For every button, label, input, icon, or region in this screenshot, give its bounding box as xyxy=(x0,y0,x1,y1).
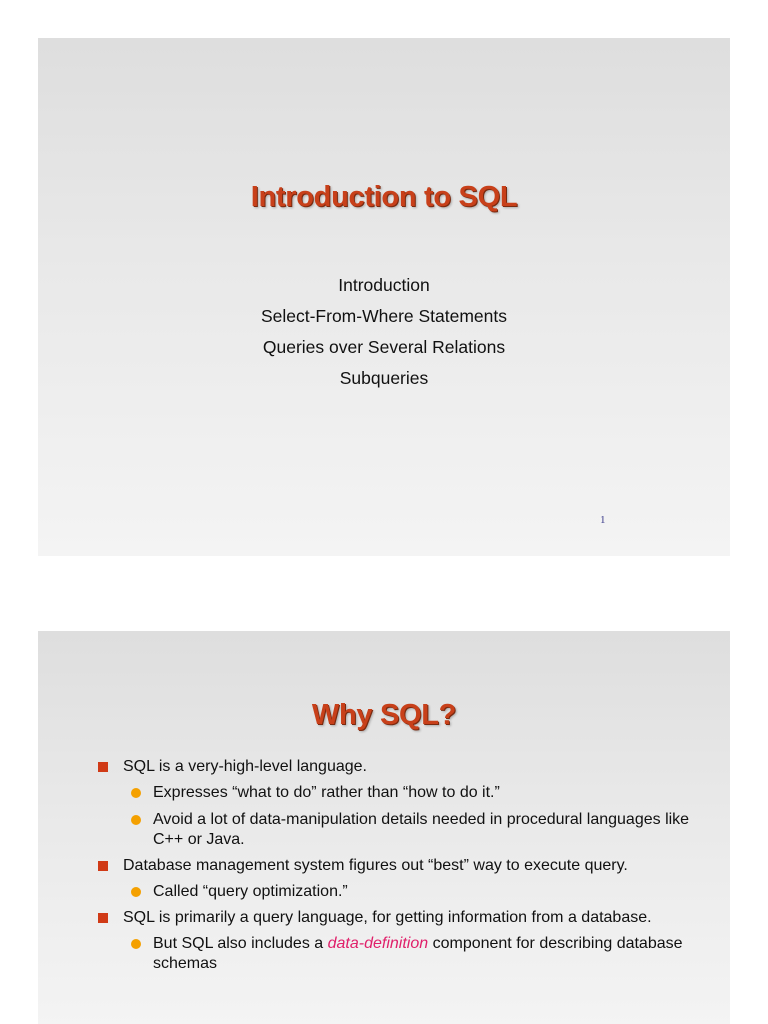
sub-bullet-text: Expresses “what to do” rather than “how to do it.” xyxy=(153,784,500,801)
circle-bullet-icon xyxy=(131,887,141,897)
agenda-item: Queries over Several Relations xyxy=(262,337,506,357)
square-bullet-icon xyxy=(98,861,108,871)
sub-bullet-text-after: component for describing database schemas xyxy=(153,935,683,972)
slide-1 xyxy=(38,38,730,556)
circle-bullet-icon xyxy=(131,939,141,949)
sub-bullet-text xyxy=(153,935,683,972)
sub-bullet-text: Avoid a lot of data-manipulation details needed in procedural languages like C++ or Java. xyxy=(153,811,690,848)
bullet-text: SQL is primarily a query language, for getting information from a database. xyxy=(123,909,652,926)
agenda-list xyxy=(38,270,730,394)
bullet-item xyxy=(96,757,696,850)
sub-bullet-item xyxy=(123,934,696,974)
slide-title: Why SQL? xyxy=(311,699,457,731)
slide-title: Introduction to SQL xyxy=(250,181,518,213)
agenda-item: Subqueries xyxy=(339,368,429,388)
square-bullet-icon xyxy=(98,762,108,772)
emphasized-term: data-definition xyxy=(327,935,429,952)
bullet-text: SQL is a very-high-level language. xyxy=(123,758,367,775)
circle-bullet-icon xyxy=(131,815,141,825)
square-bullet-icon xyxy=(98,913,108,923)
sub-bullet-list xyxy=(123,783,696,850)
sub-bullet-text-before: But SQL also includes a xyxy=(153,935,328,952)
agenda-item: Select-From-Where Statements xyxy=(260,306,508,326)
sub-bullet-item xyxy=(123,882,696,902)
sub-bullet-item xyxy=(123,810,696,850)
bullet-item xyxy=(96,908,696,974)
bullet-item xyxy=(96,856,696,902)
sub-bullet-text: Called “query optimization.” xyxy=(153,883,348,900)
circle-bullet-icon xyxy=(131,788,141,798)
sub-bullet-list xyxy=(123,934,696,974)
slide-2 xyxy=(38,631,730,1024)
sub-bullet-list xyxy=(123,882,696,902)
page-number: 1 xyxy=(600,514,606,526)
agenda-item: Introduction xyxy=(338,275,430,295)
bullet-text: Database management system figures out “best” way to execute query. xyxy=(123,857,628,874)
bullet-list xyxy=(96,757,696,974)
sub-bullet-item xyxy=(123,783,696,803)
